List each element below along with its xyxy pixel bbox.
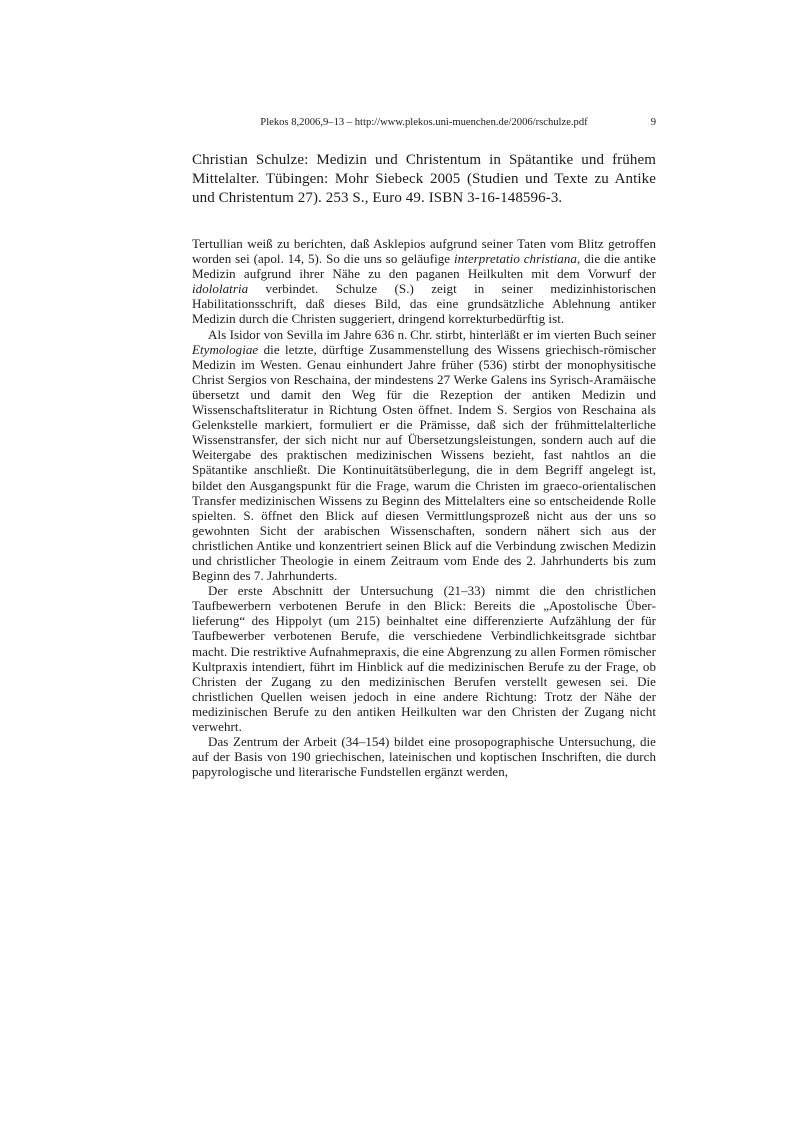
- text-run: Das Zentrum der Arbeit (34–154) bildet eine prosopographische Untersuchung, die auf der Basis von 190 griechischen, lateinischen und koptischen Inschriften, die durch papyrologische und literarische Fundstellen ergänzt werden,: [192, 734, 656, 780]
- italic-text-run: idololatria: [192, 281, 249, 297]
- running-header: [192, 116, 656, 129]
- text-run: verbindet. Schulze (S.) zeigt in seiner medizinhistorischen Habilitationsschrift, daß dieses Bild, das eine grundsätzliche Ablehnung antiker Medizin durch die Christen suggeriert, dringend korrekturbedürftig ist.: [192, 281, 656, 327]
- paragraph: [192, 583, 656, 734]
- review-title: Christian Schulze: Medizin und Christentum in Spätantike und frühem Mittelalter. Tübingen: Mohr Siebeck 2005 (Studien und Texte zu Antike und Christentum 27). 253 S., Euro 49. ISBN 3-16-148596-3.: [192, 152, 656, 206]
- review-body: [192, 236, 656, 779]
- paragraph: [192, 236, 656, 327]
- text-run: Der erste Abschnitt der Untersuchung (21–33) nimmt die den christlichen Taufbewerbern verbotenen Berufe in den Blick: Bereits die „Apostolische Überlieferung“ des Hippolyt (um 215) beinhaltet eine differenzierte Aufzählung der für Taufbewerber verbotenen Berufe, die verschiedene Verbindlichkeitsgrade sichtbar macht. Die restriktive Aufnahmepraxis, die eine Abgrenzung zu allen Formen römischer Kultpraxis intendiert, führt im Hinblick auf die medizinischen Berufe zu der Frage, ob Christen der Zugang zu den medizinischen Berufen verstellt gewesen sei. Die christlichen Quellen weisen jedoch in eine andere Richtung: Trotz der Nähe der medizinischen Berufe zu den antiken Heilkulten war den Christen der Zugang nicht verwehrt.: [192, 583, 656, 734]
- text-run: Tertullian weiß zu berichten, daß Asklepios aufgrund seiner Taten vom Blitz getroffen worden sei (apol. 14, 5). So die uns so geläufige: [192, 236, 656, 267]
- paragraph: [192, 734, 656, 779]
- text-run: die letzte, dürftige Zusammenstellung des Wissens griechisch-römischer Medizin im Westen. Genau einhundert Jahre früher (536) stirbt der monophysitische Christ Sergios von Reschaina, der mindestens 27 Werke Galens ins Syrisch-Aramäische übersetzt und damit den Weg für die Rezeption der antiken Medizin und Wissenschaftsliteratur in Richtung Osten öffnet. Indem S. Sergios von Reschaina als Gelenkstelle markiert, formuliert er die Prämisse, daß sich der frühmittelalterliche Wissenstransfer, der sich nicht nur auf Übersetzungsleistungen, sondern auch auf die Weitergabe des praktischen medizinischen Wissens bezieht, fast nahtlos an die Spätantike anschließt. Die Kontinuitätsüberlegung, die in dem Begriff angelegt ist, bildet den Ausgangspunkt für die Frage, warum die Christen im graeco-orientalischen Transfer medizinischen Wissens zu Beginn des Mittelalters eine so entscheidende Rolle spielten. S. öffnet den Blick auf diesen Vermittlungsprozeß nicht aus der uns so gewohnten Sicht der arabischen Wissenschaften, sondern nähert sich aus der christlichen Antike und konzentriert seinen Blick auf die Verbindung zwischen Medizin und christlicher Theologie in einem Zeitraum vom Ende des 2. Jahrhunderts bis zum Beginn des 7. Jahrhunderts.: [192, 341, 656, 584]
- text-run: Als Isidor von Sevilla im Jahre 636 n. Chr. stirbt, hinterläßt er im vierten Buch seiner: [208, 326, 656, 342]
- text-run: , die die antike Medizin aufgrund ihrer Nähe zu den paganen Heilkulten mit dem Vorwurf der: [192, 251, 656, 282]
- page-number: 9: [650, 117, 656, 128]
- paragraph: [192, 327, 656, 584]
- italic-text-run: Etymologiae: [192, 341, 259, 357]
- italic-text-run: interpretatio christiana: [453, 251, 577, 267]
- journal-citation-line: Plekos 8,2006,9–13 – http://www.plekos.uni-muenchen.de/2006/rschulze.pdf: [260, 117, 588, 128]
